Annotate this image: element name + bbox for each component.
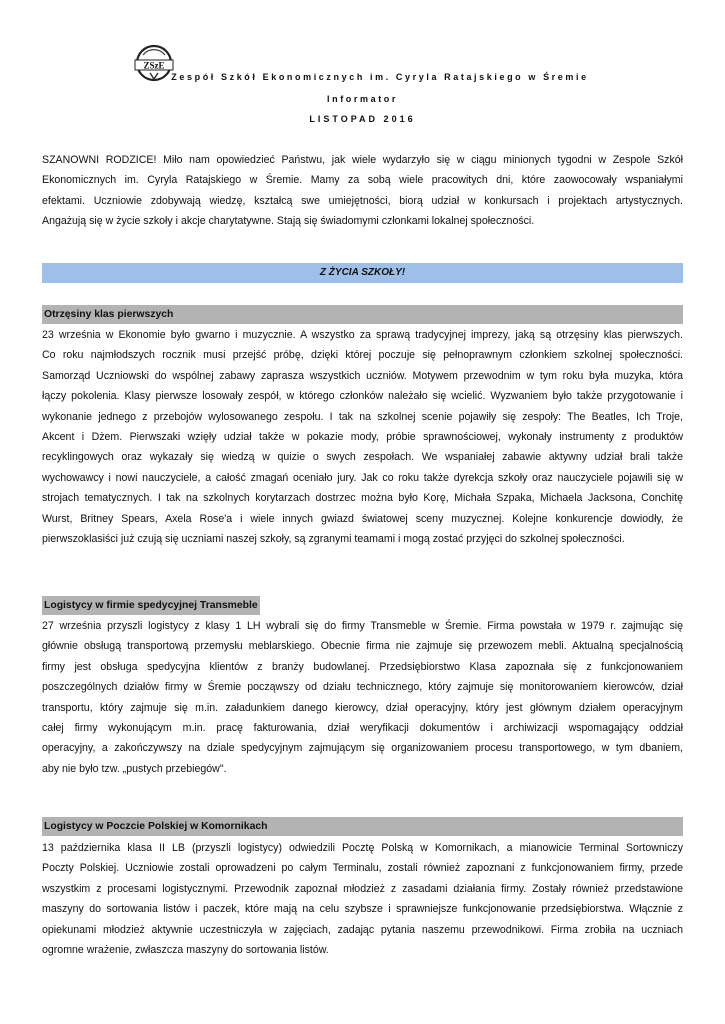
article-line: transportu, który zajmuje się m.in. załadunkiem danego kierowcy, dział operacyjny, który jest głównym działem operacyjnym: [42, 701, 683, 714]
article-title: Otrzęsiny klas pierwszych: [44, 309, 174, 320]
article-body: [42, 325, 683, 549]
section-banner: [42, 263, 683, 283]
intro-line: Angażują się w życie szkoły i akcje charytatywne. Stają się świadomymi członkami lokalnej społeczności.: [42, 215, 535, 228]
article-line: wszystkim z procesami logistycznymi. Przewodnik zapoznał młodzież z zasadami działania firmy. Zostały również przedstawione: [42, 882, 683, 895]
article-line: wychowawcy i nowi nauczyciele, a całość zmagań oceniało jury. Jak co roku także dyrekcja szkoły oraz nauczyciele pojawili się w: [42, 471, 683, 484]
intro-line: efektami. Uczniowie zdobywają wiedzę, kształcą swe umiejętności, biorą udział w konkursach i projektach artystycznych.: [42, 194, 683, 207]
article-line: strojach tematycznych. I tak na szkolnych korytarzach dostrzec można było Korę, Michała Szpaka, Michaela Jacksona, Conchitę: [42, 492, 683, 505]
logo-text: ZSzE: [143, 60, 165, 71]
section-banner-label: Z ŻYCIA SZKOŁY!: [319, 267, 406, 278]
article-heading: [42, 596, 260, 615]
article-line: operacyjny, a zakończywszy na dziale spedycyjnym zajmującym się organizowaniem procesu transportowego, w tym dbaniem,: [42, 742, 683, 755]
issue-date: LISTOPAD 2016: [309, 114, 416, 124]
article-line: maszyny do sortowania listów i paczek, które mają na celu szybsze i sprawniejsze funkcjonowanie przedsiębiorstwa. Włącznie z: [42, 903, 683, 916]
article-heading: [42, 817, 683, 836]
school-name: Zespół Szkół Ekonomicznych im. Cyryla Ratajskiego w Śremie: [171, 72, 589, 82]
article-line: recyklingowych oraz wykazały się wiedzą w quizie o swych zespołach. We wspaniałej zabawie aktywny udział brali także: [42, 451, 683, 464]
article-line: Samorząd Uczniowski do wspólnej zabawy zaprasza wszystkich uczniów. Motywem przewodnim w tym roku była muzyka, która: [42, 369, 683, 382]
article-line: całej firmy wykonującym m.in. pracę fakturowania, dział weryfikacji dokumentów i archiwizacji wspomagający oddział: [42, 721, 683, 734]
article-line: 27 września przyszli logistycy z klasy 1 LH wybrali się do firmy Transmeble w Śremie. Firma powstała w 1979 r. zajmując się: [42, 620, 683, 632]
article-body: [42, 838, 683, 960]
article-title: Logistycy w Poczcie Polskiej w Komornikach: [44, 821, 268, 832]
article-line: Wurst, Britney Spears, Axela Rose'a i wiele innych gwiazd światowej sceny muzycznej. Kolejne konkurencje dowiodły, że: [42, 512, 683, 525]
article-line: 23 września w Ekonomie było gwarno i muzycznie. A wszystko za sprawą tradycyjnej imprezy, jaką są otrzęsiny klas pierwszych.: [42, 329, 683, 341]
document-title: Informator: [327, 94, 398, 104]
article-line: Poczty Polskiej. Uczniowie zostali oprowadzeni po całym Terminalu, zostali również zapoznani z funkcjonowaniem firmy, przede: [42, 862, 683, 875]
article-heading: [42, 305, 683, 324]
article-line: pierwszoklasiści już czują się uczniami naszej szkoły, są zgranymi teamami i mogą zostać przyjęci do szkolnej społeczności.: [42, 532, 625, 545]
article-line: firmy jest obsługa spedycyjna klientów z branży budowlanej. Przedsiębiorstwo Klasa zapoznała się z funkcjonowaniem: [42, 660, 683, 673]
intro-line: SZANOWNI RODZICE! Miło nam opowiedzieć Państwu, jak wiele wydarzyło się w ciągu minionych tygodni w Zespole Szkół: [42, 154, 683, 166]
article-line: poszczególnych działów firmy w Śremie począwszy od działu technicznego, który zajmuje się monitorowaniem kierowców, dział: [42, 681, 683, 694]
article-line: opiekunami młodzież aktywnie uczestniczyła w zajęciach, zadając pytania naszemu przewodnikowi. Firma zrobiła na uczniach: [42, 923, 683, 936]
article-line: aby nie było tzw. „pustych przebiegów".: [42, 762, 227, 775]
article-line: ogromne wrażenie, zwłaszcza maszyny do sortowania listów.: [42, 943, 329, 956]
article-line: głównie obsługą transportową przemysłu meblarskiego. Obecnie firma nie zajmuje się przewozem mebli. Aktualną specjalnością: [42, 640, 683, 653]
article-title: Logistycy w firmie spedycyjnej Transmeble: [44, 600, 258, 611]
intro-paragraph: [42, 150, 683, 232]
article-line: 13 października klasa II LB (przyszli logistycy) odwiedzili Pocztę Polską w Komornikach, a mianowicie Terminal Sortowniczy: [42, 842, 683, 854]
article-line: Co roku najmłodszych rocznik musi przejść próbę, dzięki której poczuje się pełnoprawnym członkiem szkolnej społeczności.: [42, 349, 683, 362]
article-line: Akcent i Dżem. Pierwszaki wzięły udział także w pokazie mody, próbie sprawnościowej, wykonały instrumenty z produktów: [42, 430, 683, 443]
article-body: [42, 616, 683, 779]
article-line: wykonanie jednego z przebojów wylosowanego zespołu. I tak na szkolnej scenie pojawiły się zespoły: The Beatles, Ich Troje,: [42, 410, 683, 423]
intro-line: Ekonomicznych im. Cyryla Ratajskiego w Śremie. Mamy za sobą wiele pracowitych dni, które zaowocowały wspaniałymi: [42, 174, 683, 187]
article-line: łączy pokolenia. Klasy pierwsze losowały zespół, w którego członków należało się wcielić. Wyzwaniem było także przygotowanie i: [42, 390, 683, 403]
